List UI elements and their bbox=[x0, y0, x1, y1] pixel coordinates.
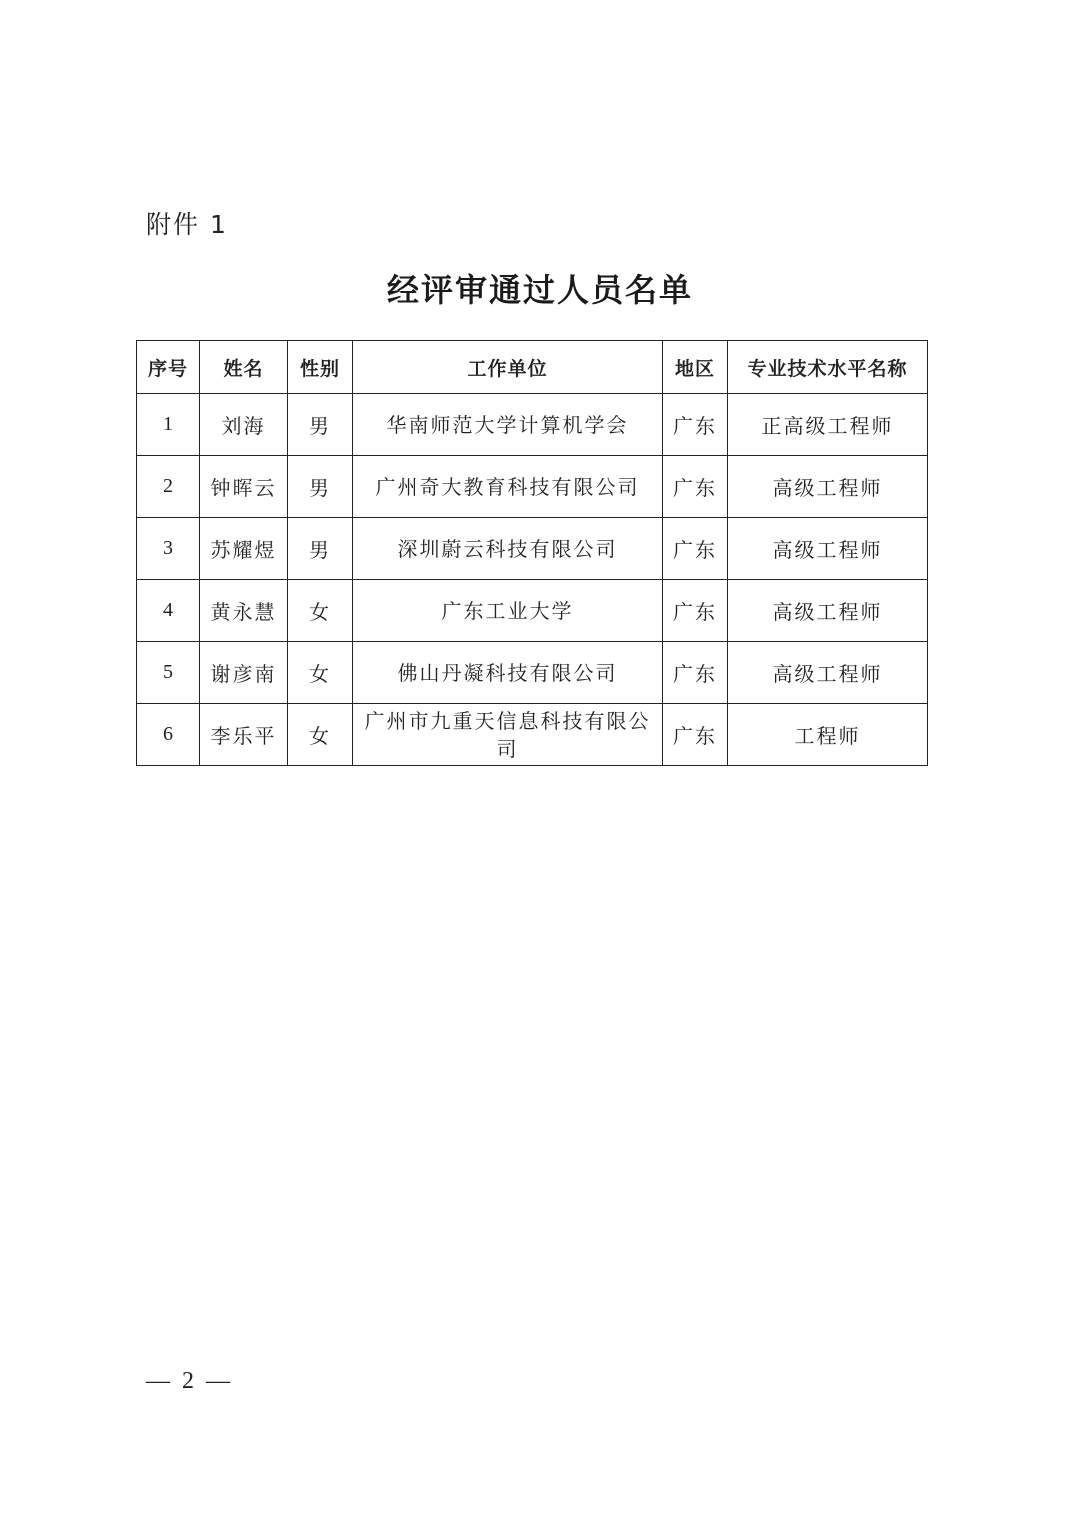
cell-index: 2 bbox=[137, 456, 200, 518]
cell-name: 刘海 bbox=[200, 394, 288, 456]
approved-personnel-table bbox=[136, 340, 928, 766]
cell-index: 3 bbox=[137, 518, 200, 580]
header-index: 序号 bbox=[137, 341, 200, 394]
cell-index: 1 bbox=[137, 394, 200, 456]
table-row bbox=[137, 456, 928, 518]
cell-name: 黄永慧 bbox=[200, 580, 288, 642]
table-row bbox=[137, 642, 928, 704]
header-region: 地区 bbox=[663, 341, 728, 394]
cell-gender: 男 bbox=[288, 394, 353, 456]
cell-gender: 男 bbox=[288, 518, 353, 580]
cell-title-level: 高级工程师 bbox=[728, 642, 928, 704]
table-header-row bbox=[137, 341, 928, 394]
table-row bbox=[137, 394, 928, 456]
cell-work-unit: 佛山丹凝科技有限公司 bbox=[353, 642, 663, 704]
cell-name: 谢彦南 bbox=[200, 642, 288, 704]
cell-region: 广东 bbox=[663, 456, 728, 518]
cell-title-level: 工程师 bbox=[728, 704, 928, 766]
cell-gender: 女 bbox=[288, 704, 353, 766]
cell-index: 4 bbox=[137, 580, 200, 642]
cell-region: 广东 bbox=[663, 704, 728, 766]
header-title-level: 专业技术水平名称 bbox=[728, 341, 928, 394]
page-number: — 2 — bbox=[146, 1368, 230, 1394]
cell-index: 6 bbox=[137, 704, 200, 766]
cell-title-level: 高级工程师 bbox=[728, 456, 928, 518]
cell-name: 苏耀煜 bbox=[200, 518, 288, 580]
cell-region: 广东 bbox=[663, 642, 728, 704]
cell-title-level: 高级工程师 bbox=[728, 580, 928, 642]
cell-work-unit: 广东工业大学 bbox=[353, 580, 663, 642]
cell-gender: 女 bbox=[288, 580, 353, 642]
cell-work-unit: 华南师范大学计算机学会 bbox=[353, 394, 663, 456]
cell-gender: 男 bbox=[288, 456, 353, 518]
cell-title-level: 高级工程师 bbox=[728, 518, 928, 580]
cell-work-unit: 广州奇大教育科技有限公司 bbox=[353, 456, 663, 518]
document-title: 经评审通过人员名单 bbox=[386, 271, 693, 309]
cell-region: 广东 bbox=[663, 580, 728, 642]
cell-name: 钟晖云 bbox=[200, 456, 288, 518]
cell-index: 5 bbox=[137, 642, 200, 704]
cell-work-unit: 深圳蔚云科技有限公司 bbox=[353, 518, 663, 580]
attachment-label: 附件 1 bbox=[146, 210, 228, 239]
cell-work-unit: 广州市九重天信息科技有限公司 bbox=[353, 704, 663, 766]
cell-gender: 女 bbox=[288, 642, 353, 704]
table-row bbox=[137, 704, 928, 766]
header-gender: 性别 bbox=[288, 341, 353, 394]
table-row bbox=[137, 580, 928, 642]
table-row bbox=[137, 518, 928, 580]
cell-title-level: 正高级工程师 bbox=[728, 394, 928, 456]
cell-name: 李乐平 bbox=[200, 704, 288, 766]
header-work-unit: 工作单位 bbox=[353, 341, 663, 394]
cell-region: 广东 bbox=[663, 518, 728, 580]
cell-region: 广东 bbox=[663, 394, 728, 456]
header-name: 姓名 bbox=[200, 341, 288, 394]
